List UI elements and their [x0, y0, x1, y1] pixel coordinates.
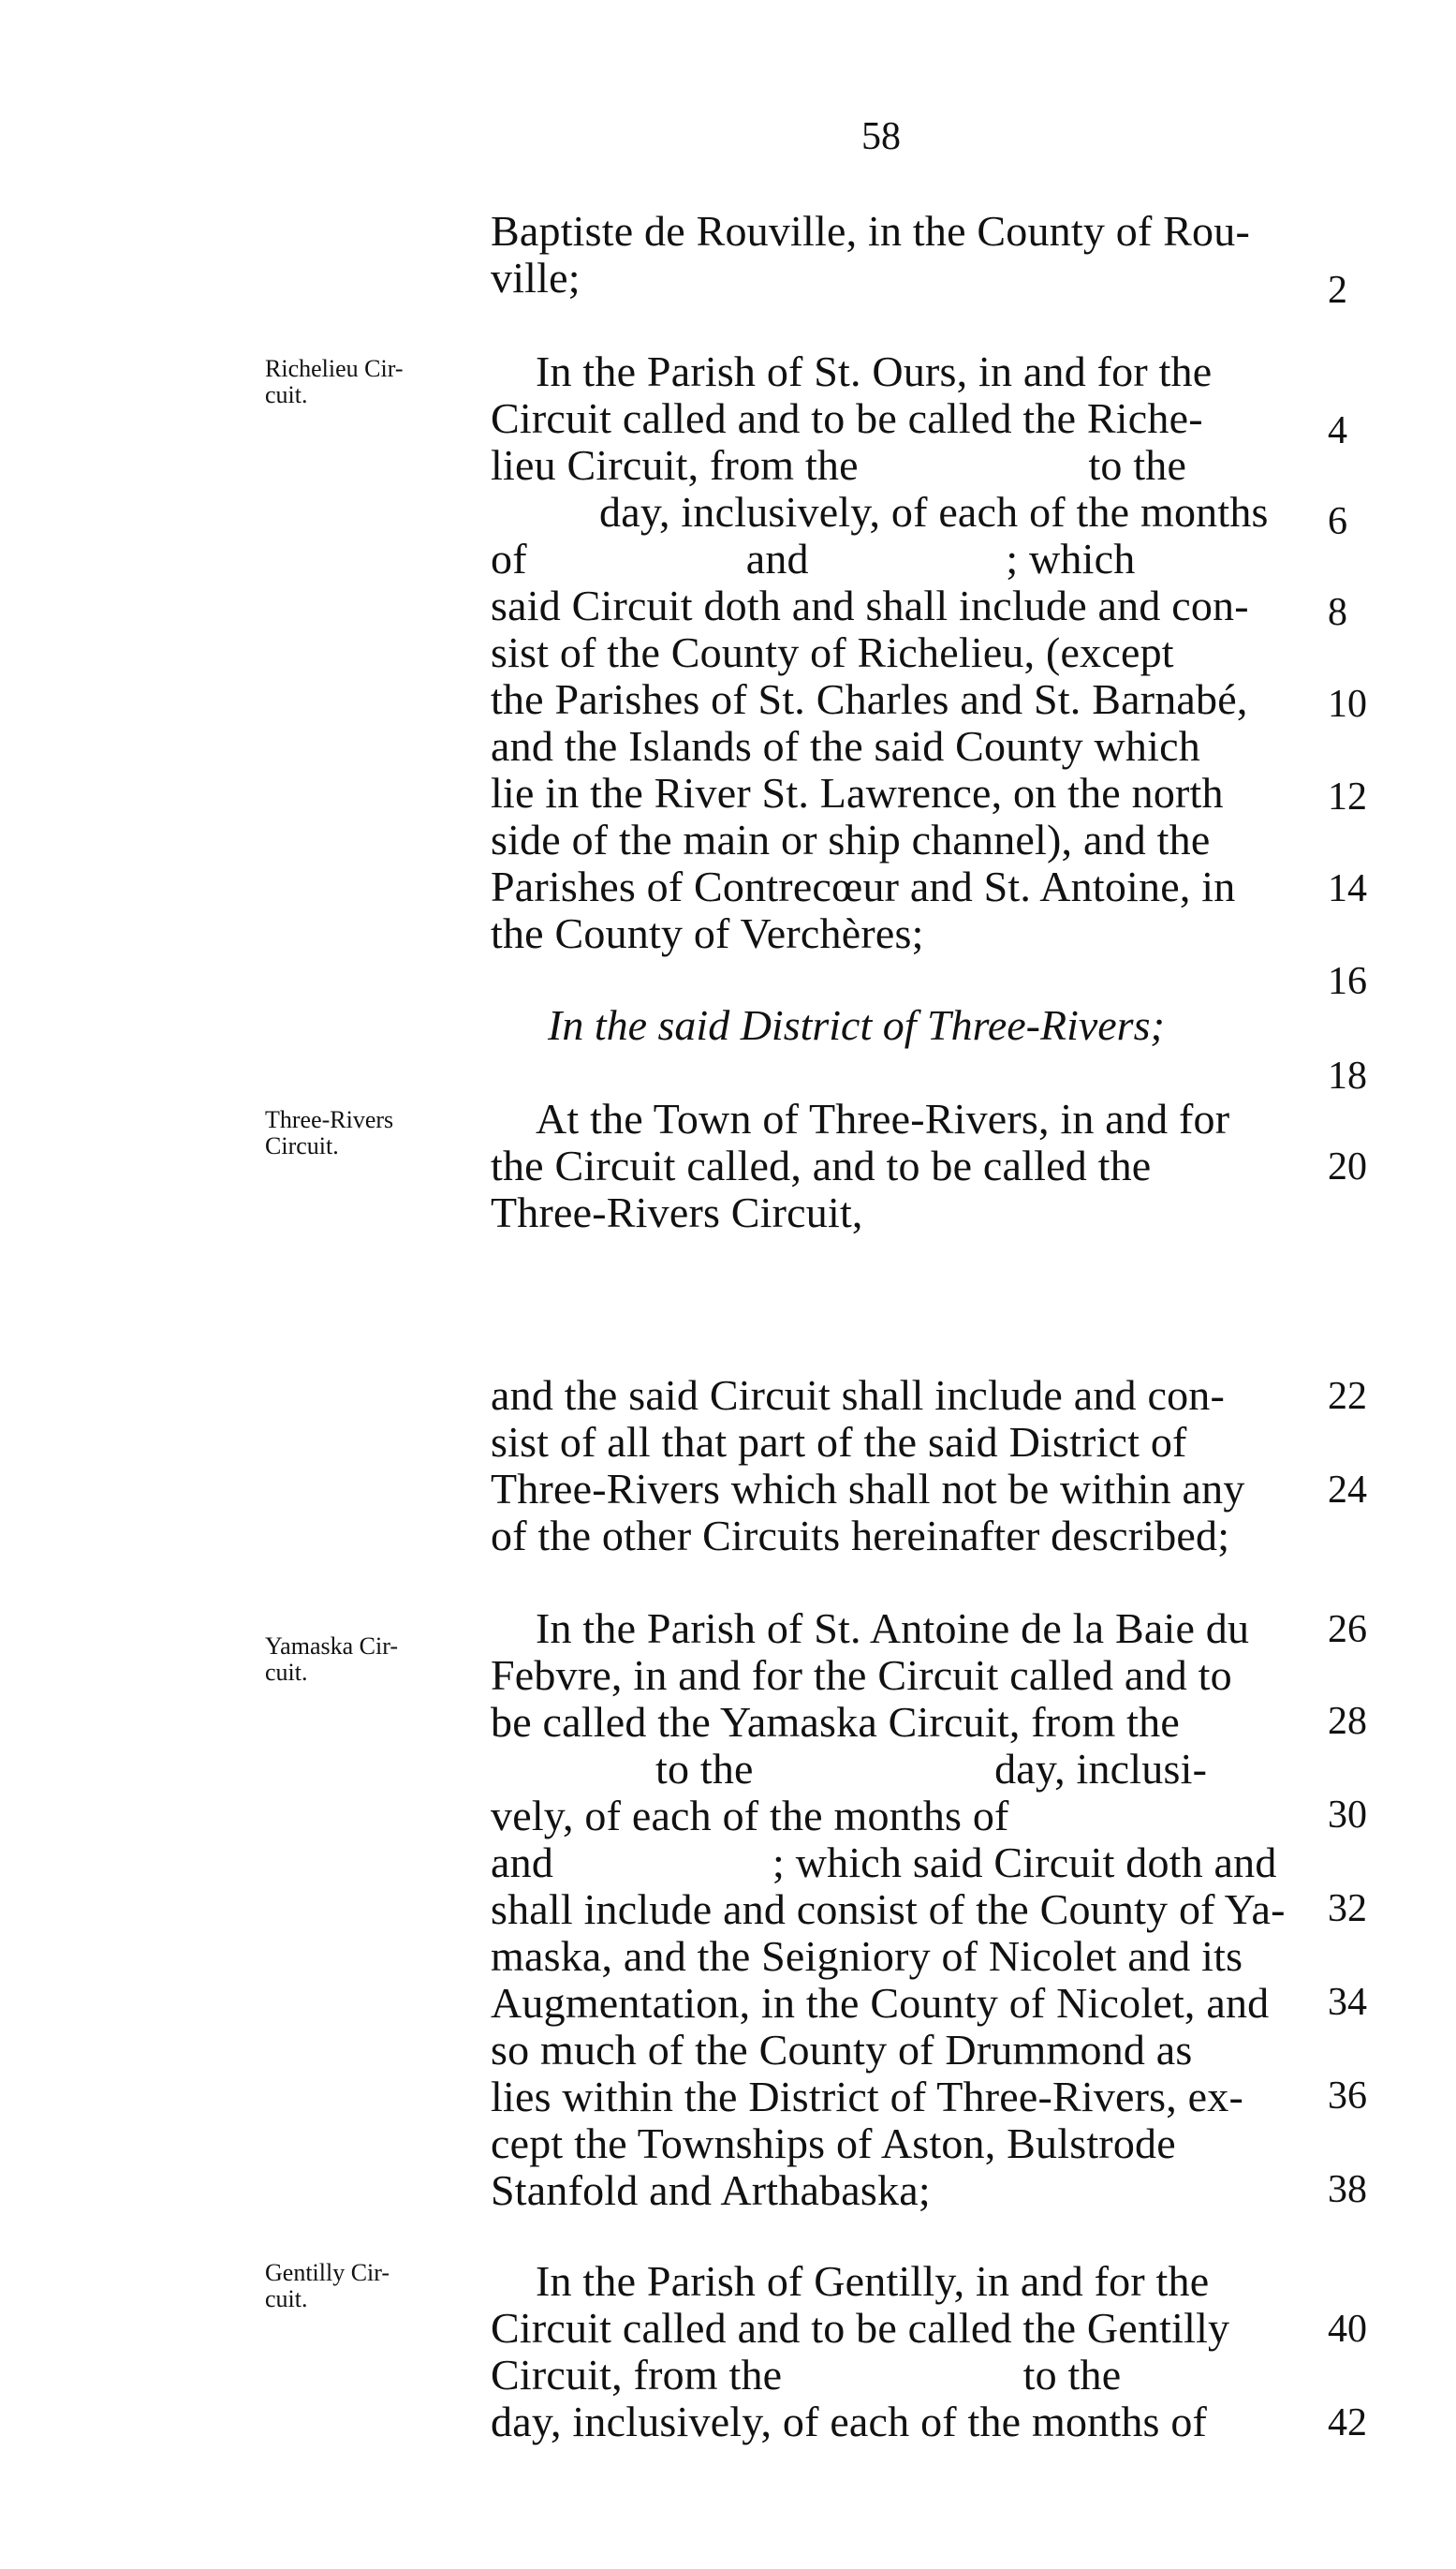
- margin-note-richelieu: [265, 356, 452, 408]
- line-number: 2: [1328, 269, 1347, 312]
- text-line: the County of Verchères;: [491, 909, 924, 957]
- margin-note-line: Three-Rivers: [265, 1106, 394, 1133]
- text-line: Baptiste de Rouville, in the County of Rou-: [491, 207, 1250, 255]
- text-line: In the Parish of Gentilly, in and for the: [536, 2257, 1210, 2305]
- margin-note-line: cuit.: [265, 2285, 308, 2312]
- text-line: ville;: [491, 254, 581, 302]
- margin-note-line: Gentilly Cir-: [265, 2259, 390, 2286]
- section-heading: In the said District of Three-Rivers;: [548, 1001, 1165, 1049]
- text-line: day, inclusively, of each of the months: [599, 488, 1269, 536]
- text-line: sist of all that part of the said District of: [491, 1418, 1187, 1466]
- text-line: Augmentation, in the County of Nicolet, and: [491, 1979, 1270, 2027]
- line-number: 14: [1328, 867, 1367, 910]
- margin-note-line: Yamaska Cir-: [265, 1632, 398, 1660]
- text-line: In the Parish of St. Ours, in and for the: [536, 347, 1213, 395]
- text-line: so much of the County of Drummond as: [491, 2026, 1193, 2074]
- text-line: the Parishes of St. Charles and St. Barnabé,: [491, 675, 1248, 723]
- margin-note-line: cuit.: [265, 381, 308, 408]
- text-line: lieu Circuit, from the to the: [491, 441, 1187, 489]
- text-line: lies within the District of Three-Rivers, ex-: [491, 2073, 1244, 2120]
- margin-note-yamaska: [265, 1633, 452, 1686]
- text-line: day, inclusively, of each of the months of: [491, 2398, 1208, 2445]
- text-line: cept the Townships of Aston, Bulstrode: [491, 2119, 1176, 2167]
- text-line: of and ; which: [491, 535, 1136, 583]
- text-line: Circuit called and to be called the Gentilly: [491, 2304, 1230, 2352]
- line-number: 6: [1328, 500, 1347, 543]
- margin-note-three-rivers: [265, 1107, 452, 1159]
- text-line: Three-Rivers which shall not be within any: [491, 1465, 1245, 1513]
- text-line: side of the main or ship channel), and the: [491, 816, 1211, 864]
- line-number: 42: [1328, 2401, 1367, 2444]
- text-line: to the day, inclusi-: [655, 1745, 1208, 1793]
- line-number: 18: [1328, 1055, 1367, 1098]
- text-line: Febvre, in and for the Circuit called and to: [491, 1651, 1232, 1699]
- text-line: In the Parish of St. Antoine de la Baie du: [536, 1604, 1250, 1652]
- margin-note-line: Circuit.: [265, 1132, 339, 1159]
- line-number: 24: [1328, 1469, 1367, 1512]
- line-number: 20: [1328, 1145, 1367, 1189]
- text-line: Parishes of Contrecœur and St. Antoine, in: [491, 863, 1236, 910]
- line-number: 30: [1328, 1794, 1367, 1837]
- line-number: 28: [1328, 1700, 1367, 1743]
- line-number: 40: [1328, 2308, 1367, 2351]
- line-number: 22: [1328, 1375, 1367, 1418]
- text-line: and ; which said Circuit doth and: [491, 1838, 1277, 1886]
- page-number: 58: [861, 115, 901, 158]
- text-line: Stanfold and Arthabaska;: [491, 2166, 931, 2214]
- line-number: 16: [1328, 960, 1367, 1003]
- text-line: vely, of each of the months of: [491, 1792, 1009, 1839]
- text-line: shall include and consist of the County of Ya-: [491, 1885, 1286, 1933]
- text-line: and the Islands of the said County which: [491, 722, 1200, 770]
- line-number: 36: [1328, 2074, 1367, 2118]
- line-number: 4: [1328, 409, 1347, 452]
- text-line: sist of the County of Richelieu, (except: [491, 628, 1174, 676]
- text-line: lie in the River St. Lawrence, on the north: [491, 769, 1224, 817]
- margin-note-line: cuit.: [265, 1659, 308, 1686]
- text-line: Circuit called and to be called the Riche-: [491, 394, 1203, 442]
- text-line: maska, and the Seigniory of Nicolet and its: [491, 1932, 1243, 1980]
- text-line: and the said Circuit shall include and con-: [491, 1371, 1225, 1419]
- text-line: said Circuit doth and shall include and con-: [491, 582, 1249, 629]
- text-line: the Circuit called, and to be called the: [491, 1142, 1152, 1189]
- text-line: Circuit, from the to the: [491, 2351, 1122, 2399]
- line-number: 10: [1328, 683, 1367, 726]
- line-number: 8: [1328, 591, 1347, 634]
- text-line: of the other Circuits hereinafter described;: [491, 1512, 1230, 1559]
- line-number: 32: [1328, 1887, 1367, 1930]
- margin-note-line: Richelieu Cir-: [265, 355, 404, 382]
- line-number: 26: [1328, 1608, 1367, 1651]
- line-number: 38: [1328, 2168, 1367, 2211]
- text-line: At the Town of Three-Rivers, in and for: [536, 1095, 1230, 1143]
- margin-note-gentilly: [265, 2260, 452, 2312]
- text-line: be called the Yamaska Circuit, from the: [491, 1698, 1180, 1746]
- text-line: Three-Rivers Circuit,: [491, 1189, 863, 1236]
- line-number: 12: [1328, 775, 1367, 819]
- line-number: 34: [1328, 1981, 1367, 2024]
